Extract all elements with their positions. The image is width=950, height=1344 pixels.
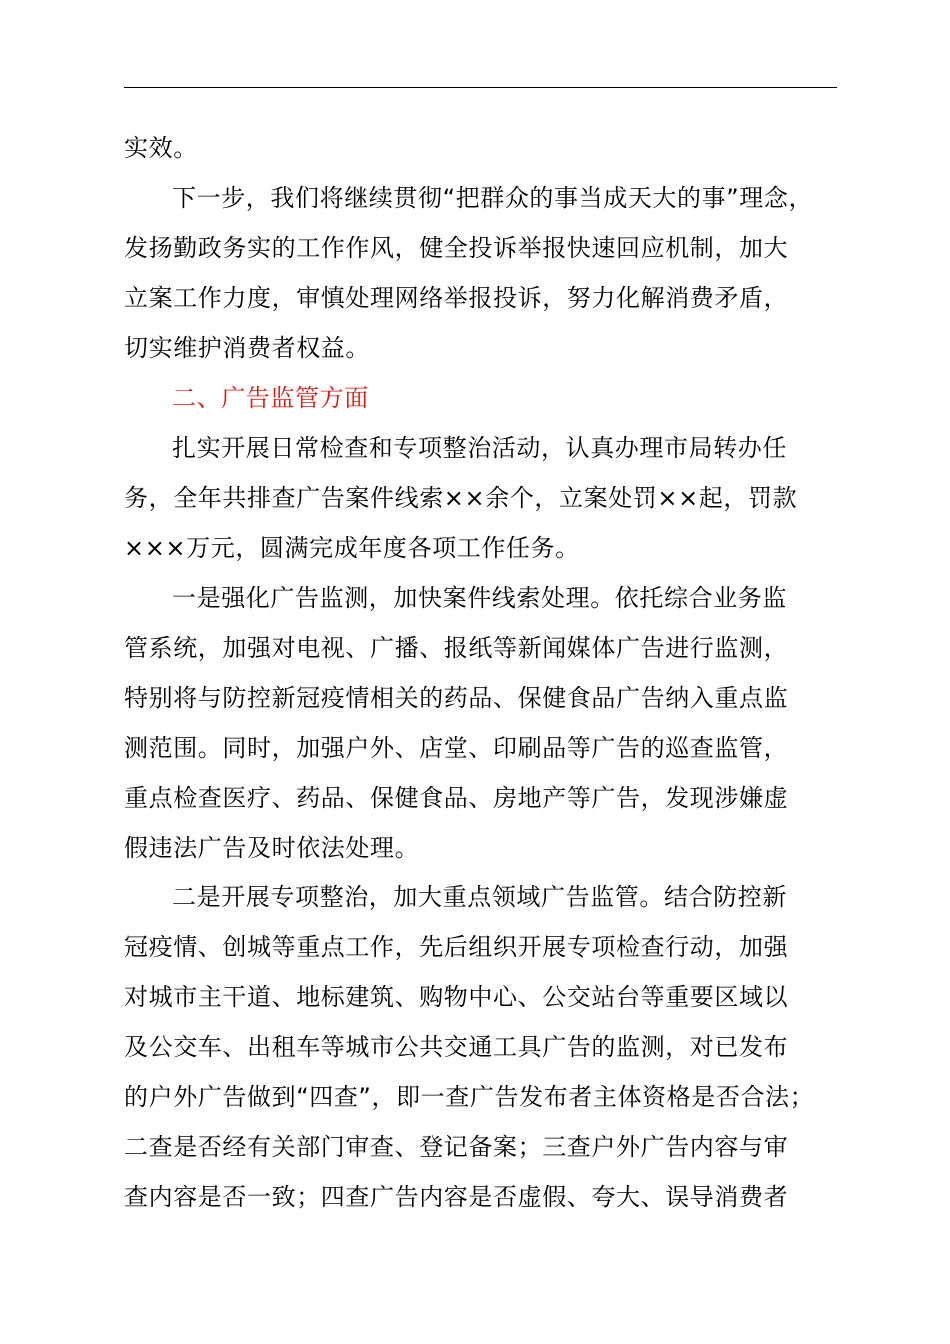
body-text-line: ×××万元，圆满完成年度各项工作任务。: [124, 534, 580, 562]
paragraph-first-line: 扎实开展日常检查和专项整治活动，认真办理市局转办任: [172, 434, 787, 462]
section-heading: 二、广告监管方面: [172, 384, 369, 412]
body-text-line: 发扬勤政务实的工作作风，健全投诉举报快速回应机制，加大: [124, 234, 789, 262]
body-text-line: 务，全年共排查广告案件线索××余个，立案处罚××起，罚款: [124, 484, 798, 512]
body-text-line: 实效。: [124, 134, 198, 162]
body-text-line: 及公交车、出租车等城市公共交通工具广告的监测，对已发布: [124, 1033, 789, 1061]
body-text-line: 的户外广告做到“四查”，即一查广告发布者主体资格是否合法；: [124, 1083, 815, 1111]
body-text-line: 测范围。同时，加强户外、店堂、印刷品等广告的巡查监管，: [124, 734, 789, 762]
body-text-line: 冠疫情、创城等重点工作，先后组织开展专项检查行动，加强: [124, 933, 789, 961]
body-text-line: 立案工作力度，审慎处理网络举报投诉，努力化解消费矛盾，: [124, 284, 789, 312]
body-text-line: 管系统，加强对电视、广播、报纸等新闻媒体广告进行监测，: [124, 634, 789, 662]
body-text-line: 查内容是否一致；四查广告内容是否虚假、夸大、误导消费者: [124, 1183, 789, 1211]
body-text-line: 切实维护消费者权益。: [124, 334, 370, 362]
body-text-line: 特别将与防控新冠疫情相关的药品、保健食品广告纳入重点监: [124, 684, 789, 712]
header-rule: [124, 87, 837, 88]
body-text-line: 二查是否经有关部门审查、登记备案；三查户外广告内容与审: [124, 1133, 789, 1161]
paragraph-first-line: 下一步，我们将继续贯彻“把群众的事当成天大的事”理念，: [172, 184, 814, 212]
body-text-line: 假违法广告及时依法处理。: [124, 834, 420, 862]
paragraph-first-line: 一是强化广告监测，加快案件线索处理。依托综合业务监: [172, 584, 787, 612]
paragraph-first-line: 二是开展专项整治，加大重点领域广告监管。结合防控新: [172, 883, 787, 911]
body-text-line: 对城市主干道、地标建筑、购物中心、公交站台等重要区域以: [124, 983, 789, 1011]
body-text-line: 重点检查医疗、药品、保健食品、房地产等广告，发现涉嫌虚: [124, 784, 789, 812]
